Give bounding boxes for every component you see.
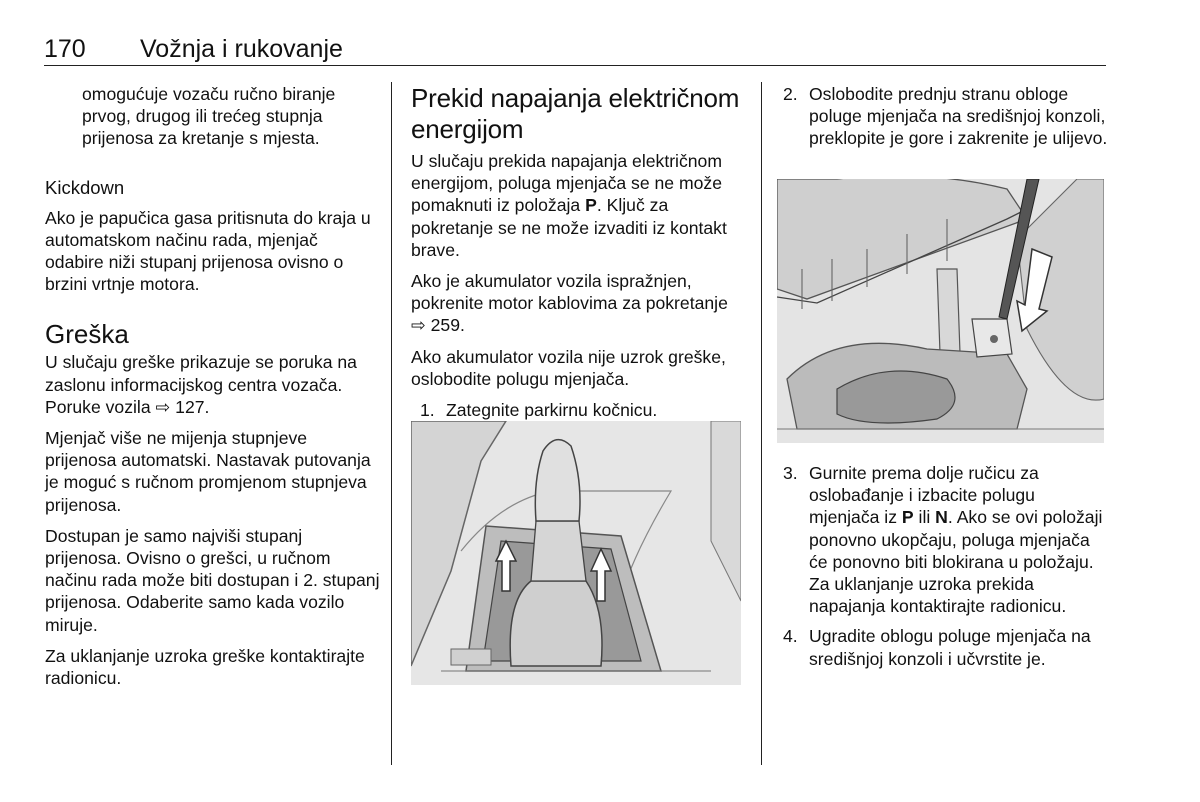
greska-paragraph-4: Za uklanjanje uzroka greške kontaktirajte radionicu. [45,645,365,689]
step-text: Zategnite parkirnu kočnicu. [446,400,658,421]
power-failure-paragraph-1: U slučaju prekida napajanja električnom energijom, poluga mjenjača se ne može pomaknuti iz položaja P. Ključ za pokretanje se ne može izvaditi iz kontakt brave. [411,151,727,260]
step-number: 1. [420,400,435,421]
power-failure-paragraph-3: Ako akumulator vozila nije uzrok greške, oslobodite polugu mjenjača. [411,346,726,389]
position-p-label: P [585,195,597,216]
greska-paragraph-3: Dostupan je samo najviši stupanj prijenosa. Ovisno o grešci, u ručnom načinu rada može biti dostupan i 2. stupanj prijenosa. Odaberite samo kada vozilo miruje. [45,525,380,635]
page-reference-arrow-icon: ⇨ [155,396,171,417]
column-1 [45,83,380,698]
page-title: Vožnja i rukovanje [140,35,343,63]
step-1 [411,399,746,421]
position-n-label: N [935,507,948,528]
page-reference-link[interactable]: 259 [430,315,460,336]
step-number: 2. [783,84,798,104]
column-3-continued [783,462,1108,678]
page-number: 170 [44,35,86,63]
console-trim-removal-illustration [777,179,1104,443]
step-3 [783,462,1108,617]
power-failure-heading: Prekid napajanja električnom energijom [411,83,740,144]
step-number: 4. [783,626,798,647]
page-reference-arrow-icon: ⇨ [411,315,426,336]
step-text: Ugradite oblogu poluge mjenjača na središnjoj konzoli i učvrstite je. [809,626,1091,669]
greska-paragraph-2: Mjenjač više ne mijenja stupnjeve prijenosa automatski. Nastavak putovanja je moguć s ručnom promjenom stupnjeva prijenosa. [45,428,371,515]
column-divider-right [761,82,762,765]
step-text: Oslobodite prednju stranu obloge poluge mjenjača na središnjoj konzoli, preklopite je gore i zakrenite je ulijevo. [809,84,1108,149]
step-number: 3. [783,463,798,483]
position-p-label: P [901,507,914,528]
column-2 [411,83,746,429]
kickdown-paragraph: Ako je papučica gasa pritisnuta do kraja u automatskom načinu rada, mjenjač odabire niži stupanj prijenosa ovisno o brzini vrtnje motora. [45,207,371,295]
kickdown-heading: Kickdown [45,176,125,198]
greska-paragraph-1: U slučaju greške prikazuje se poruka na zaslonu informacijskog centra vozača. Poruke vozila ⇨ 127. [45,352,357,417]
step-2 [783,83,1108,150]
greska-heading: Greška [45,319,129,350]
power-failure-paragraph-2: Ako je akumulator vozila ispražnjen, pokrenite motor kablovima za pokretanje ⇨ 259. [411,271,728,336]
intro-paragraph: omogućuje vozaču ručno biranje prvog, drugog ili trećeg stupnja prijenosa za kretanje s mjesta. [82,84,336,149]
column-3 [783,83,1108,158]
page-reference-link[interactable]: 127 [175,396,205,417]
gear-lever-illustration [411,421,741,685]
step-text: Gurnite prema dolje ručicu za oslobađanje i izbacite polugu mjenjača iz P ili N. Ako se ovi položaji ponovno ukopčaju, poluga mjenjača će ponovno biti blokirana u položaju. Za uklanjanje uzroka prekida napajanja kontaktirajte radionicu. [809,463,1103,617]
column-divider-left [391,82,392,765]
header-divider [44,65,1106,66]
step-4 [783,625,1108,669]
